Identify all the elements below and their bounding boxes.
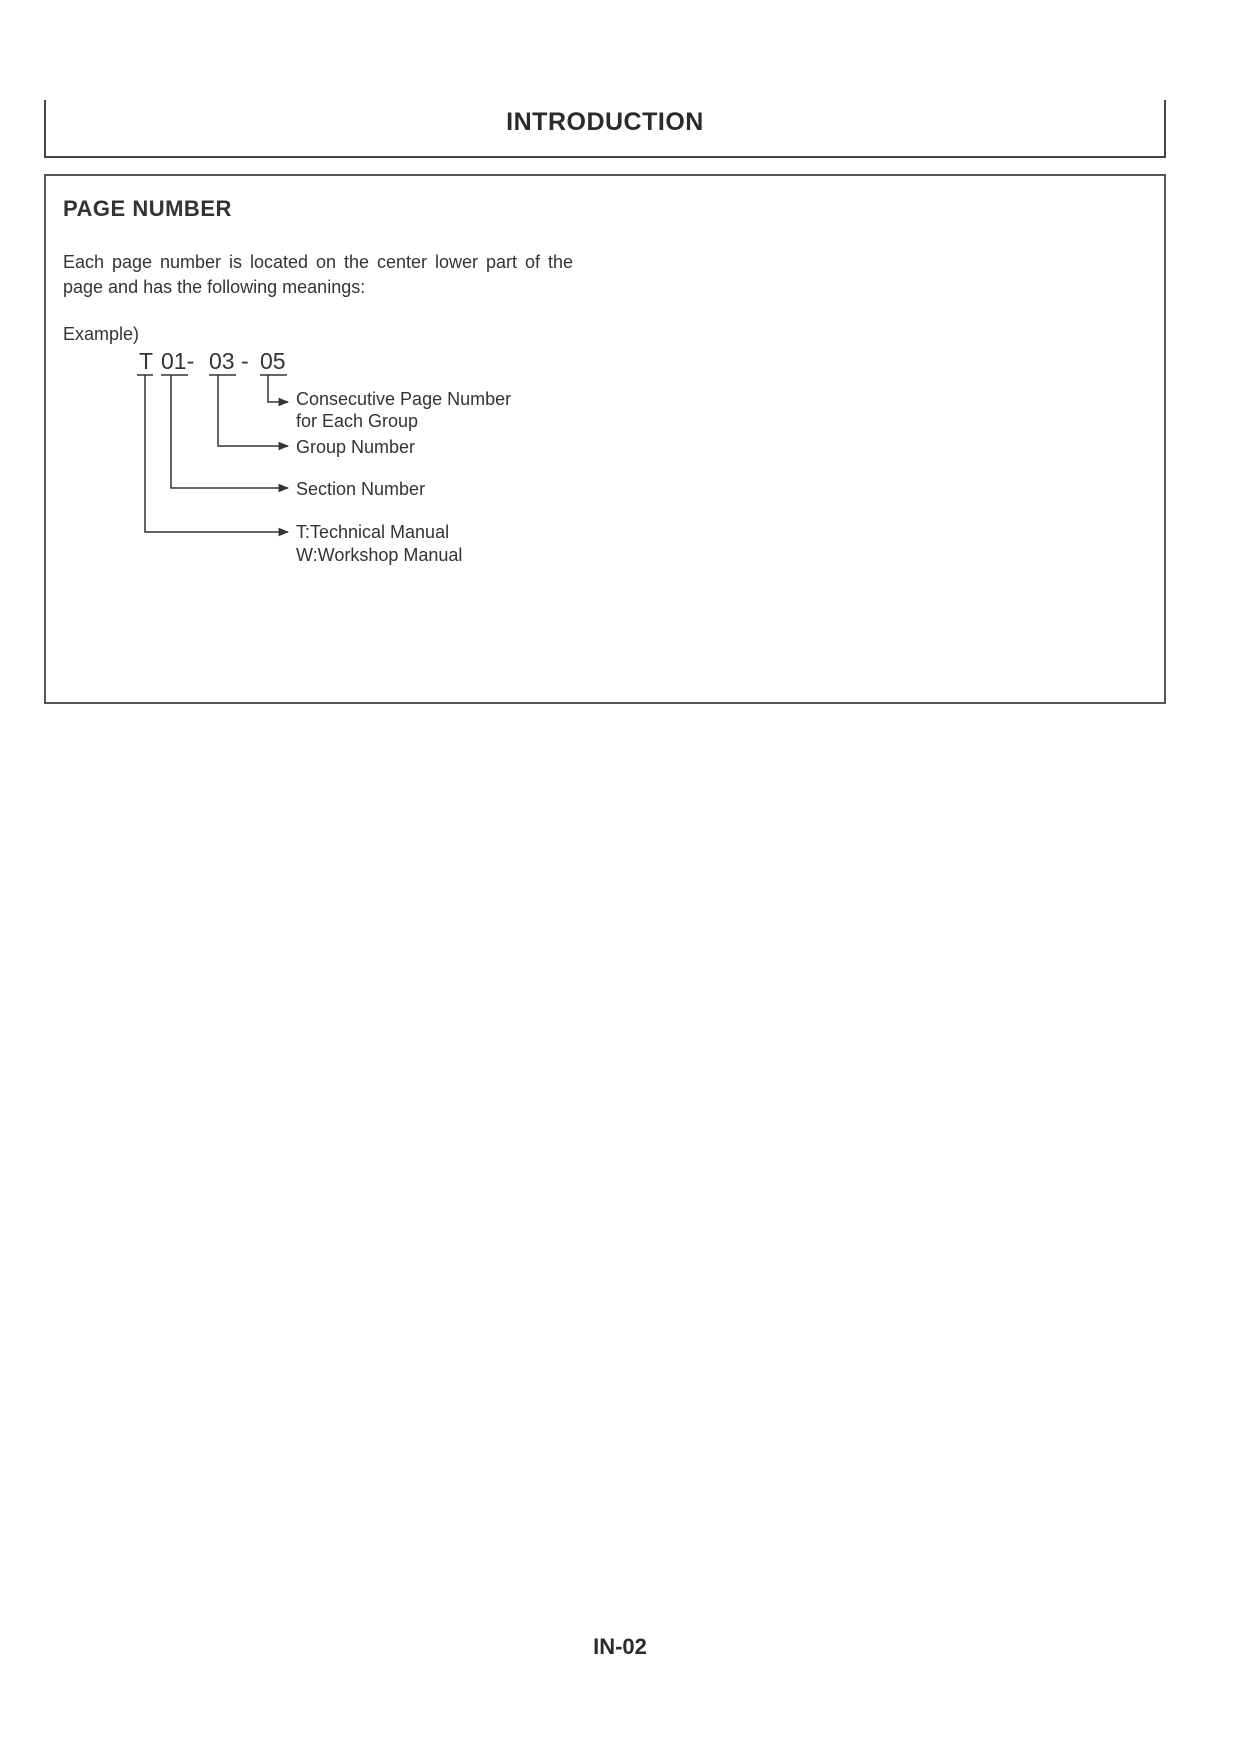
arrow-section-number [171, 375, 288, 488]
section-description: Each page number is located on the center lower part of the page and has the following meanings: [63, 252, 573, 297]
code-part-group: 03 [209, 348, 235, 374]
arrow-manual-type [145, 375, 288, 532]
example-label: Example) [63, 324, 140, 344]
page-number-diagram [46, 176, 1168, 706]
code-part-separator: - [241, 348, 249, 374]
arrow-consecutive-page [268, 375, 288, 402]
label-group-number: Group Number [296, 437, 416, 457]
page-header-title: INTRODUCTION [506, 108, 704, 136]
label-technical-manual: T:Technical Manual [296, 522, 450, 542]
page-number-section [44, 174, 1166, 704]
code-part-manual-type: T [139, 348, 154, 374]
label-consecutive-page-line2: for Each Group [296, 411, 419, 431]
footer-page-number: IN-02 [593, 1634, 647, 1659]
arrow-group-number [218, 375, 288, 446]
code-part-page: 05 [260, 348, 286, 374]
label-section-number: Section Number [296, 479, 426, 499]
label-workshop-manual: W:Workshop Manual [296, 545, 463, 565]
section-title: PAGE NUMBER [63, 196, 232, 221]
code-part-section: 01- [161, 348, 195, 374]
label-consecutive-page-line1: Consecutive Page Number [296, 389, 512, 409]
header-box [44, 100, 1166, 158]
